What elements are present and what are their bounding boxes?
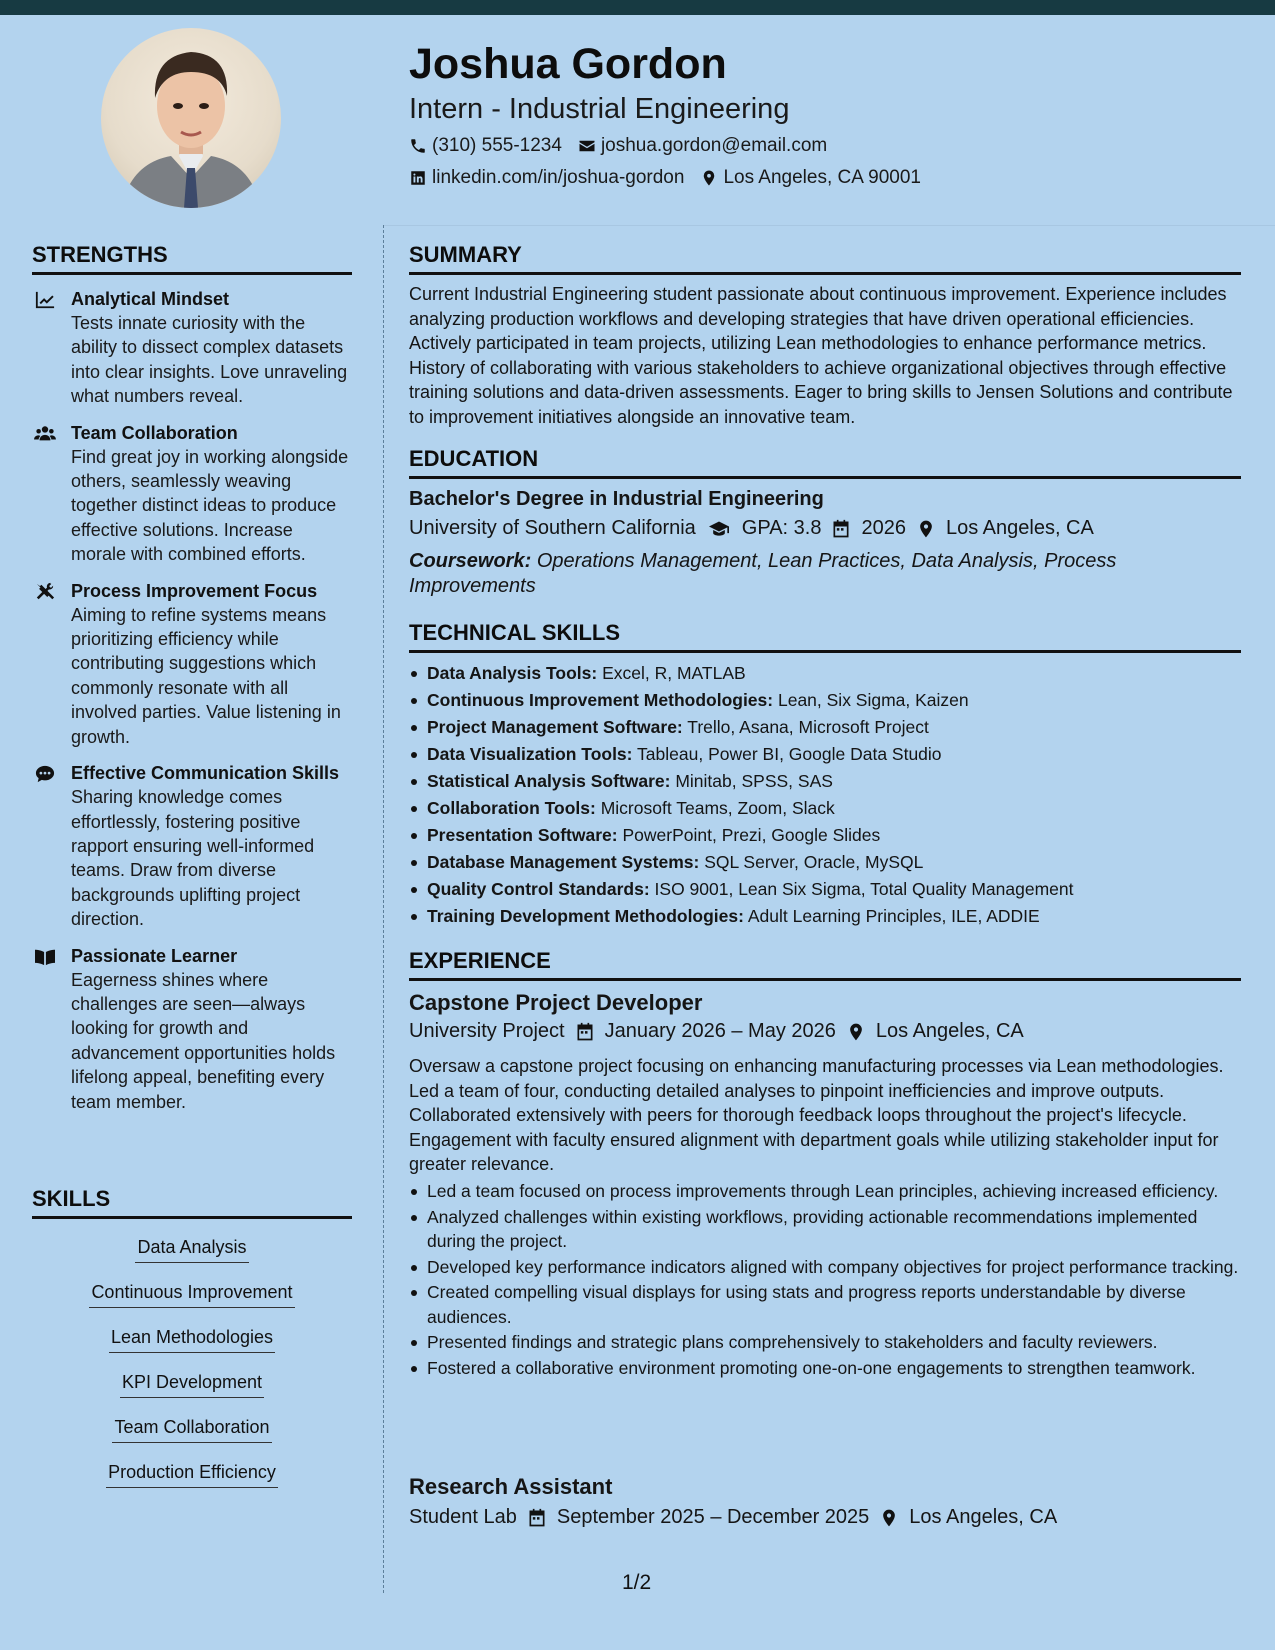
- skill-values: Minitab, SPSS, SAS: [675, 771, 833, 791]
- job-meta: [409, 1506, 1239, 1529]
- strength-item: [32, 287, 352, 409]
- strength-item: [32, 944, 352, 1114]
- skill-values: Microsoft Teams, Zoom, Slack: [600, 798, 835, 818]
- skill-values: PowerPoint, Prezi, Google Slides: [622, 825, 881, 845]
- summary-heading: SUMMARY: [409, 242, 1241, 275]
- header-divider: [384, 225, 1275, 226]
- calendar-icon: [831, 519, 851, 539]
- skill-tag: [32, 1280, 352, 1308]
- skill-category: Continuous Improvement Methodologies:: [427, 690, 774, 710]
- strength-title: Passionate Learner: [71, 945, 238, 966]
- skill-values: SQL Server, Oracle, MySQL: [704, 852, 924, 872]
- strengths-heading: STRENGTHS: [32, 242, 352, 275]
- list-item: Fostered a collaborative environment promoting one-on-one engagements to strengthen teamwork.: [409, 1356, 1239, 1381]
- profile-photo: [101, 28, 281, 208]
- strength-desc: Sharing knowledge comes effortlessly, fostering positive rapport ensuring well-informed teams. Draw from diverse backgrounds uplifting project direction.: [71, 787, 315, 930]
- job-title: Capstone Project Developer: [409, 990, 703, 1015]
- school-name: University of Southern California: [409, 517, 696, 539]
- skill-tag: [32, 1235, 352, 1263]
- job-bullets: [409, 1179, 1239, 1381]
- strength-title: Process Improvement Focus: [71, 580, 318, 601]
- strength-title: Effective Communication Skills: [71, 763, 340, 784]
- map-marker-icon: [846, 1022, 866, 1042]
- list-item: Presented findings and strategic plans comprehensively to stakeholders and faculty reviewers.: [409, 1330, 1239, 1355]
- skill-tag: [32, 1370, 352, 1398]
- skill-category: Quality Control Standards:: [427, 879, 650, 899]
- strength-item: [32, 579, 352, 749]
- summary-text: Current Industrial Engineering student passionate about continuous improvement. Experience includes analyzing production workflows and developing strategies that have driven operational efficiencies. Actively participated in team projects, utilizing Lean methodologies to enhance performance metrics. History of collaborating with various stakeholders to achieve organizational objectives through effective training solutions and data-driven assessments. Eager to bring skills to Jensen Solutions and contribute to improvement initiatives alongside an innovative team.: [409, 284, 1233, 427]
- education-location: Los Angeles, CA: [945, 517, 1094, 539]
- skill-label: Continuous Improvement: [89, 1280, 294, 1308]
- skill-label: Data Analysis: [135, 1235, 248, 1263]
- job-location: Los Angeles, CA: [875, 1020, 1024, 1042]
- email-text: joshua.gordon@email.com: [600, 135, 828, 156]
- map-marker-icon: [916, 519, 936, 539]
- strength-item: [32, 761, 352, 931]
- skill-tag: [32, 1460, 352, 1488]
- list-item: [409, 849, 1239, 876]
- strength-desc: Tests innate curiosity with the ability to dissect complex datasets into clear insights. Love unraveling what numbers reveal.: [71, 313, 348, 407]
- list-item: Analyzed challenges within existing workflows, providing actionable recommendations implemented during the project.: [409, 1205, 1239, 1254]
- comments-icon: [34, 764, 56, 784]
- skill-category: Data Visualization Tools:: [427, 744, 633, 764]
- coursework-label: Coursework:: [409, 550, 532, 572]
- linkedin-text: linkedin.com/in/joshua-gordon: [432, 167, 685, 188]
- skill-label: Production Efficiency: [106, 1460, 278, 1488]
- skill-category: Data Analysis Tools:: [427, 663, 598, 683]
- skill-label: Lean Methodologies: [109, 1325, 275, 1353]
- column-divider: [383, 225, 384, 1593]
- education-heading: EDUCATION: [409, 446, 1241, 479]
- strength-title: Analytical Mindset: [71, 289, 230, 309]
- users-icon: [34, 424, 56, 444]
- page-number: 1/2: [622, 1571, 652, 1594]
- portrait-illustration: [101, 28, 281, 208]
- skill-values: Trello, Asana, Microsoft Project: [687, 717, 929, 737]
- coursework: [409, 549, 1239, 598]
- strength-desc: Find great joy in working alongside others, seamlessly weaving together distinct ideas to produce effective solutions. Increase morale with combined efforts.: [71, 446, 349, 565]
- graduation-year: 2026: [861, 517, 906, 539]
- map-marker-icon: [879, 1508, 899, 1528]
- chart-line-icon: [34, 290, 56, 310]
- skill-category: Project Management Software:: [427, 717, 683, 737]
- gpa-text: GPA: 3.8: [741, 517, 822, 539]
- candidate-name: Joshua Gordon: [409, 40, 727, 88]
- skill-tag: [32, 1415, 352, 1443]
- top-accent-bar: [0, 0, 1275, 15]
- technical-skills-list: [409, 660, 1239, 930]
- list-item: [409, 714, 1239, 741]
- list-item: [409, 741, 1239, 768]
- skill-values: Lean, Six Sigma, Kaizen: [777, 690, 969, 710]
- strength-title: Team Collaboration: [71, 422, 238, 443]
- skills-heading: SKILLS: [32, 1186, 352, 1219]
- envelope-icon: [578, 137, 596, 155]
- list-item: [409, 660, 1239, 687]
- skill-values: Tableau, Power BI, Google Data Studio: [637, 744, 942, 764]
- phone-text: (310) 555-1234: [432, 135, 562, 156]
- location-contact: [700, 167, 921, 189]
- list-item: [409, 903, 1239, 930]
- list-item: [409, 822, 1239, 849]
- skill-category: Training Development Methodologies:: [427, 906, 744, 926]
- skill-category: Database Management Systems:: [427, 852, 700, 872]
- email-contact[interactable]: [578, 135, 827, 157]
- education-meta: [409, 517, 1239, 540]
- job-org: University Project: [409, 1020, 565, 1042]
- skill-category: Presentation Software:: [427, 825, 618, 845]
- list-item: Developed key performance indicators aligned with company objectives for project performance tracking.: [409, 1255, 1239, 1280]
- list-item: [409, 768, 1239, 795]
- job-dates: September 2025 – December 2025: [556, 1506, 870, 1528]
- skill-label: Team Collaboration: [112, 1415, 271, 1443]
- list-item: [409, 687, 1239, 714]
- job-meta: [409, 1020, 1239, 1043]
- job-description: Oversaw a capstone project focusing on enhancing manufacturing processes via Lean methodologies. Led a team of four, conducting detailed analyses to pinpoint inefficiencies and improve outputs. Collaborated extensively with peers for thorough feedback loops throughout the project's lifecycle. Engagement with faculty ensured alignment with department goals while utilizing stakeholder input for greater relevance.: [409, 1056, 1224, 1174]
- contact-row-2: [409, 167, 921, 189]
- skill-category: Collaboration Tools:: [427, 798, 596, 818]
- skill-category: Statistical Analysis Software:: [427, 771, 671, 791]
- calendar-icon: [527, 1508, 547, 1528]
- job-dates: January 2026 – May 2026: [604, 1020, 836, 1042]
- strength-desc: Aiming to refine systems means prioritizing efficiency while contributing suggestions which commonly resonate with all involved parties. Value listening in growth.: [71, 604, 341, 747]
- skill-label: KPI Development: [120, 1370, 264, 1398]
- experience-heading: EXPERIENCE: [409, 948, 1241, 981]
- map-marker-icon: [700, 169, 718, 187]
- location-text: Los Angeles, CA 90001: [723, 167, 921, 188]
- phone-contact[interactable]: [409, 135, 562, 157]
- strength-desc: Eagerness shines where challenges are seen—always looking for growth and advancement opportunities holds lifelong appeal, benefiting every team member.: [71, 969, 336, 1112]
- contact-row: [409, 135, 827, 157]
- coursework-text: Operations Management, Lean Practices, Data Analysis, Process Improvements: [409, 550, 1117, 597]
- skill-tag: [32, 1325, 352, 1353]
- technical-skills-heading: TECHNICAL SKILLS: [409, 620, 1241, 653]
- tools-icon: [34, 582, 56, 602]
- list-item: [409, 795, 1239, 822]
- linkedin-contact[interactable]: [409, 167, 684, 189]
- degree-title: Bachelor's Degree in Industrial Engineering: [409, 488, 824, 510]
- linkedin-icon: [409, 169, 427, 187]
- strength-item: [32, 421, 352, 567]
- strengths-list: [32, 287, 352, 1114]
- skill-values: Adult Learning Principles, ILE, ADDIE: [747, 906, 1040, 926]
- calendar-icon: [575, 1022, 595, 1042]
- job-org: Student Lab: [409, 1506, 517, 1528]
- phone-icon: [409, 137, 427, 155]
- skill-values: ISO 9001, Lean Six Sigma, Total Quality Management: [654, 879, 1074, 899]
- graduation-cap-icon: [706, 519, 732, 539]
- list-item: Created compelling visual displays for using stats and progress reports understandable by diverse audiences.: [409, 1280, 1239, 1329]
- candidate-title: Intern - Industrial Engineering: [409, 93, 790, 125]
- list-item: Led a team focused on process improvements through Lean principles, achieving increased efficiency.: [409, 1179, 1239, 1204]
- job-title: Research Assistant: [409, 1474, 613, 1499]
- job-location: Los Angeles, CA: [909, 1506, 1058, 1528]
- skill-values: Excel, R, MATLAB: [602, 663, 746, 683]
- book-open-icon: [34, 947, 56, 967]
- list-item: [409, 876, 1239, 903]
